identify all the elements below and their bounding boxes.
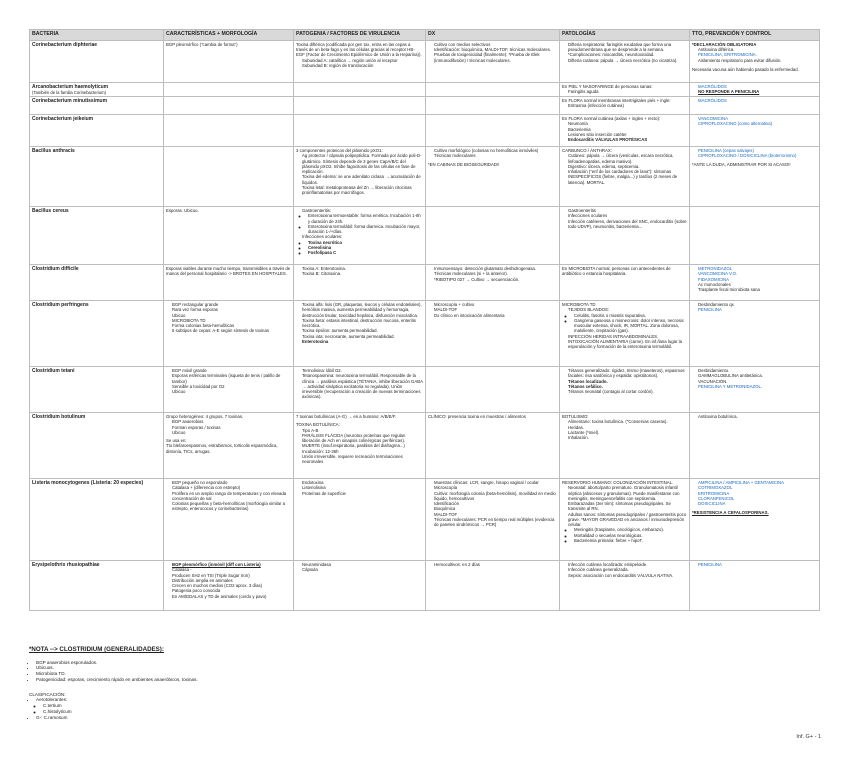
bacteria-name: Clostridium perfringens — [30, 301, 164, 367]
cell-patologias: En PIEL Y NASOFARINGE de personas sanas: • Faringitis aguda — [560, 83, 690, 97]
bacteria-name: Corinebacterium minutissimum — [30, 97, 164, 115]
cell-tto: • MACRÓLIDOS • NO RESPONDE A PENICILINA — [690, 83, 820, 97]
list-item: ◦ C.histolyticum — [43, 709, 429, 715]
table-row — [30, 479, 820, 561]
cell-patogenia: • Neuraminidasa • Cápsula — [294, 561, 426, 611]
cell-tto: • VANCOMICINA • CIPROFLOXACINO (como alternativa) — [690, 115, 820, 147]
cell-patologias: BOTULISMO: • Alimentario: toxina botulínica. ("Conservas caseras). • Heridas. • Lactante (*miel). • Inhalación. — [560, 413, 690, 479]
table-row — [30, 413, 820, 479]
cell-patogenia: Toxina diftérica (codificada por gen tox, entra en las cepas a través de un beta-fago y en las células gracias al receptor HB-EGF (Factor de Crecimiento Epidérmico de Unión a la Heparina)). • Subunidad A: catalítica → región unión al receptor • Subunidad B: región de translocación — [294, 41, 426, 83]
table-row — [30, 83, 820, 97]
table-row — [30, 367, 820, 413]
cell-dx: • Muestras clínicas: LCR, sangre, hisopo vaginal / ocular • Microscopía • Cultivo: morfología colonia (beta-hemólisis), movilidad en medio líquido, hemocultivos • Identificación • Bioquímica • MALDI-TOF • Técnicas moleculares: PCR en tiempo real múltiples (evidencia de paneles sindrómicos → PCR) — [426, 479, 560, 561]
header-dx: DX — [426, 30, 560, 41]
cell-caracteristicas: BGP pleomórfico ("cambia de forma") — [164, 41, 294, 83]
cell-tto: • PENICILINA (cepas salvajes) • CIPROFLOXACINO / DOXICICLINA (bioterrorismo) *ANTE LA DUDA, ADMINISTRAR POR SI ACASO!! — [690, 147, 820, 207]
bacteria-name: Corinebacterium jeikeium — [30, 115, 164, 147]
cell-patologias: CARBUNCO / ÁNTHRAX: • Cutáneo: pápula → úlcera (vesículas, escara necrótica, linfoadenopatías, edema masivo). • Digestivo: úlcera, edema, septicemia. • Inhalación ("enf de los cardadores de lana"): síntomas INESPECÍFICOS (fiebre, malgia...) y tardíos (2 meses de latencia). MORTAL. — [560, 147, 690, 207]
cell-caracteristicas: • BGP móvil grande • Esporas esféricas terminales (isqueta de tenis / palillo de tambor) • Sensible a toxicidad por O2 • Ubicuo — [164, 367, 294, 413]
table-row — [30, 97, 820, 115]
cell-patogenia: • Toxina alfa: lisis (GR, plaquetas, leucos y células endoteliales), hemólisis masiva, aumenta permeabilidad y hemorragia, destrucción tisular, toxicidad hepática, disfunción miocárdica. • Toxina beta: estasis intestinal, destrucción mucosa, enteritis necrótica. • Toxina épsilon: aumenta permeabilidad. • Toxina iota: necrosante, aumenta permeabilidad. • Enterotoxina — [294, 301, 426, 367]
cell-patologias: MICROBIOTA TD • TEJIDOS BLANDOS: ◦ Celulitis, fascitis o miositis supurativa. ◦ Gangrena gaseosa o mionecrosis: dolor intenso, necrosis muscular extensa, shock, IR, MORTAL. Zona dolorosa, maloliente, crepitación (gas). • INFECCIÓN HERIDAS INTRAABDOMINALES. • INTOXICACIÓN ALIMENTARIA (carne). En inf./lana lugar la esporulación y formación de la enterotoxina termolábil. — [560, 301, 690, 367]
cell-patologias: En MICROBIOTA normal, personas con antecedentes de antibiótico o estancia hospitalaria. — [560, 265, 690, 301]
aerotolerant-label: Aerotolerantes: — [36, 697, 68, 703]
table-row — [30, 41, 820, 83]
list-item: • Microbiota TD. — [36, 671, 429, 677]
classification-title: CLASIFICACIÓN: — [29, 691, 66, 697]
cell-dx: • Inmunoensayo: detección glutamato deshidrogenasa. • Técnicas moleculares (si + la anterior). • *RIBOTIPO 027 → Cultivo → secuenciación. — [426, 265, 560, 301]
cell-tto: • METRONIDAZOL • VANCOMICINA V.O. • FIDAXOMICINA • Ac monoclonales • Trasplante fecal microbiota sana — [690, 265, 820, 301]
bacteria-name: Corinebacterium diphteriae — [30, 41, 164, 83]
bacteria-summary-table — [29, 29, 820, 611]
cell-patologias: • Difteria respiratoria: faringitis exudativa que forma una pseudomembrana que se desprende a la semana. • *Complicaciones: miocarditis, neurotoxicidad. • Difteria cutánea: pápula → úlcera necrótica (no cicatriza). — [560, 41, 690, 83]
summary-table-container — [29, 29, 819, 611]
table-row — [30, 561, 820, 611]
bacteria-name: Bacillus anthracis — [30, 147, 164, 207]
cell-tto: • Antitoxina botulínica. — [690, 413, 820, 479]
bacteria-name: Clostridium botulinum — [30, 413, 164, 479]
list-item: • Ubicuos. — [36, 665, 429, 671]
cell-caracteristicas: • BGP pleomórfico (inmóvil (diff con Listeria) • Catalasa - • Producen SH2 en TSI (Triple Sugar Iron) • Distribución amplia en animales • Crecen en muchos medios (CO2 aprox. 3 días) • Patogenia poco conocida • En AMÍGDALAS y TD de animales (cerdo y pavo) — [164, 561, 294, 611]
cell-patogenia: 3 componentes proteicos del plásmido pXO1: • Ag protector / cápsula polipeptídica. Formada por ácido poli-D-glutámico. Síntesis depende de 3 genes CapA/B/C del plásmido pXO2. Inhibe fagocitosis de las células en fase de replicación. • Toxina del edema: se une adenilato ciclasa → acumulación de líquidos. • Toxina letal: metaloproteasa del Zn → liberación citocinas proinflamatorias por macrófagos. — [294, 147, 426, 207]
table-row — [30, 207, 820, 265]
cell-tto: • MACRÓLIDOS — [690, 97, 820, 115]
cell-patologias: En FLORA normal cutánea (axilas + ingles + recto): • Neumonía • Bacteriemia • Lesiones sitio inserción catéter • Endocarditis VÁLVULAS PROTÉSICAS — [560, 115, 690, 147]
cell-patogenia: • Toxina A: Enterotoxina. • Toxina B: Citotoxina. — [294, 265, 426, 301]
cell-dx: • Microscopía + cultivo • MALDI-TOF • Dx clínico en intoxicación alimentaria — [426, 301, 560, 367]
bacteria-name: Bacillus cereus — [30, 207, 164, 265]
table-header-row — [30, 30, 820, 41]
table-row — [30, 301, 820, 367]
list-item: ◦ C.tertium — [43, 703, 429, 709]
list-item: • BGP anaerobios esporulados. — [36, 660, 429, 666]
cell-tto: • AMPICILINA / AMPICILINA + GENTAMICINA • COTRIMOXAZOL • ERITROMICINA • CLORANFENICOL • DOXICICLINA *RESISTENCIA A CEFALOSPORINAS. — [690, 479, 820, 561]
cell-caracteristicas: Esporas viables durante mucho tiempo, transmisibles a través de manos del personal hospitalario -> BROTES EN HOSPITALES. — [164, 265, 294, 301]
header-tto: TTO, PREVENCIÓN Y CONTROL — [690, 30, 820, 41]
header-caracteristicas: CARACTERÍSTICAS + MORFOLOGÍA — [164, 30, 294, 41]
classification-list — [29, 697, 429, 720]
notes-title: *NOTA --> CLOSTRIDIUM (GENERALIDADES): — [29, 646, 164, 653]
list-item: • Patogenicidad: esporas, crecimiento rápido en ambientes anaeróbicos, toxinas. — [36, 677, 429, 683]
cell-patologias: RESERVORIO HUMANO: COLONIZACIÓN INTESTINAL. • Neonatal: aborto/parto prematuro. Granulomatosis infantil séptica (abscesos y granulomas). Puede manifestarse con meningitis, meningoencefalitis con septicemia. • Embarazadas (3er trim): síntomas pseudogripales. Se transmite al RN. • Adultos sanos: síntomas pseudogripales / gastroenteritis poco grave. *MAYOR GRAVEDAD en ancianos / inmunodepresión celular. ◦ Meningitis (trasplante, oncológicos, embarazo). ◦ Mortalidad o secuelas neurológicas. ◦ Bacteriemia primaria: fiebre + hipoT. — [560, 479, 690, 561]
cell-tto: • Desbridamiento. • GAMMAGLOBULINA antitetánica. • VACUNACIÓN. • PENICILINA Y METRONIDAZOL. — [690, 367, 820, 413]
table-row — [30, 265, 820, 301]
clostridium-notes — [29, 646, 429, 720]
bacteria-name: Erysipelothrix rhusiopathiae — [30, 561, 164, 611]
header-patologias: PATOLOGÍAS — [560, 30, 690, 41]
cell-caracteristicas: • BGP pequeño no esporulado • Catalasa + (diferencia con estrepto) • Prolifera en un amplio rango de temperaturas y con elevada concentración de sal • Colonias pequeñas y beta-hemolíticas (morfología similar a estrepto, enterococos y corinebacterias) — [164, 479, 294, 561]
bacteria-name: Arcanobacterium haemolyticum (También de la familia Corinebacterium) — [30, 83, 164, 97]
cell-caracteristicas: Grupo heterogéneo: 4 grupos, 7 toxinas. • BGP anaerobios • Forman esporas / toxinas • Ubicuo Se usa en: Tto blefaroespasmos, estrabismos, torticolis espasmódica, distonía, TICs, arrugas. — [164, 413, 294, 479]
bacteria-name: Listeria monocytogenes (Listeria: 20 especies) — [30, 479, 164, 561]
bacteria-name: Clostridium tetani — [30, 367, 164, 413]
cell-tto: • Desbridamiento qx • PENICILINA — [690, 301, 820, 367]
table-row — [30, 147, 820, 207]
cell-patologias: • Gastroenteritis • Infecciones oculares • Infección catéteres, derivaciones del SNC, endocarditis (sobre todo UDVP), neumonitis, bacteriemia... — [560, 207, 690, 265]
notes-list — [29, 660, 429, 683]
cell-patogenia: • Endotoxina • Listeriolisina • Proteínas de superficie — [294, 479, 426, 561]
cell-dx: • Hemocultivos: en 2 días — [426, 561, 560, 611]
cell-tto: • PENICILINA — [690, 561, 820, 611]
table-row — [30, 115, 820, 147]
cell-patogenia: • Termolisina: lábil O2. • Tetanospasmina: neurotoxina termolábil. Responsable de la clínica → parálisis espástica (TÉTANIA, inhibe liberación GABA → actividad sináptica excitatoria no regulada). Unión irreversible (recuperación a creación de nuevas terminaciones axónicas). — [294, 367, 426, 413]
bacteria-name: Clostridium difficile — [30, 265, 164, 301]
cell-patologias: • Tétanos generalizado: rigidez, trismo (maseteros), espasmos faciales: risa sardónica y espalda: opistótonos). • Tétanos localizado. • Tétanos cefálico. • Tétanos neonatal (contagio al cortar cordón). — [560, 367, 690, 413]
cell-patogenia: • Gastroenteritis: ◦ Enterotoxina termoestable: forma emética. Incubación 1-6h y duración de 24h. ◦ Enterotoxina termolábil: forma diarreica. Incubación mayor, duración 1-/+días. • Infecciones oculares: ◦ Toxina necrótica ◦ Cereolisina ◦ Fosfolipasa C — [294, 207, 426, 265]
header-bacteria: BACTERIA — [30, 30, 164, 41]
cell-dx: • Cultivo morfológico (colonias no hemolíticas inmóviles) • Técnicas moleculares *EN CABINAS DE BIOSEGURIDAD!! — [426, 147, 560, 207]
header-patogenia: PATOGENIA / FACTORES DE VIRULENCIA — [294, 30, 426, 41]
cell-dx: • Cultivo con medios selectivos • Identificación: bioquímica, MALDI-TOF, técnicas moleculares. • Pruebas de toxigenicidad (finalmente): *Prueba de Elek (inmunodifusión) / técnicas moleculares. — [426, 41, 560, 83]
cell-patologias: • Infección cutánea localizada: erisipeloide. • Infección cutánea generalizada. • Sepsis: asociación con endocarditis VÁLVULA NATIVA. — [560, 561, 690, 611]
cell-caracteristicas: Esporas. Ubicuo. — [164, 207, 294, 265]
list-item: • G-: C.ramosum — [36, 715, 429, 721]
cell-tto: *DECLARACIÓN OBLIGATORIA • Antitoxina diftérica. • PENICILINA, ERITROMICINA. • Aislamiento respiratorio para evitar difusión. Necesaria vacuna aún habiendo pasado la enfermedad. — [690, 41, 820, 83]
cell-dx: CLÍNICO: presencia toxina en muestras / alimentos — [426, 413, 560, 479]
cell-caracteristicas: • BGP rectangular grande • Rara vez forma esporas • Ubicuo • MICROBIOTA TD • Forma colonias beta-hemolíticas • 5 subtipos de cepas: A-E según síntesis de toxinas — [164, 301, 294, 367]
cell-patogenia: 7 toxinas botulínicas (A-G) → en a humano: A/B/E/F. TOXINA BOTULÍNICA: • Tipo A-B • PARÁLISIS FLÁCIDA (neurotox proteínas que regulan liberación de Ach en sinapsis colinérgicas periféricas). • MUERTE (insuf.respiratoria, parálisis del diafragma...) • Incubación: 12-36h • Unión irreversible, requiere recreación terminaciones neuronales — [294, 413, 426, 479]
page-footer: Inf. G+ - 1 — [796, 734, 821, 740]
cell-patologias: En FLORA normal membranas intertrigitales piés + ingle: • Eritrasma (infección cutánea) — [560, 97, 690, 115]
